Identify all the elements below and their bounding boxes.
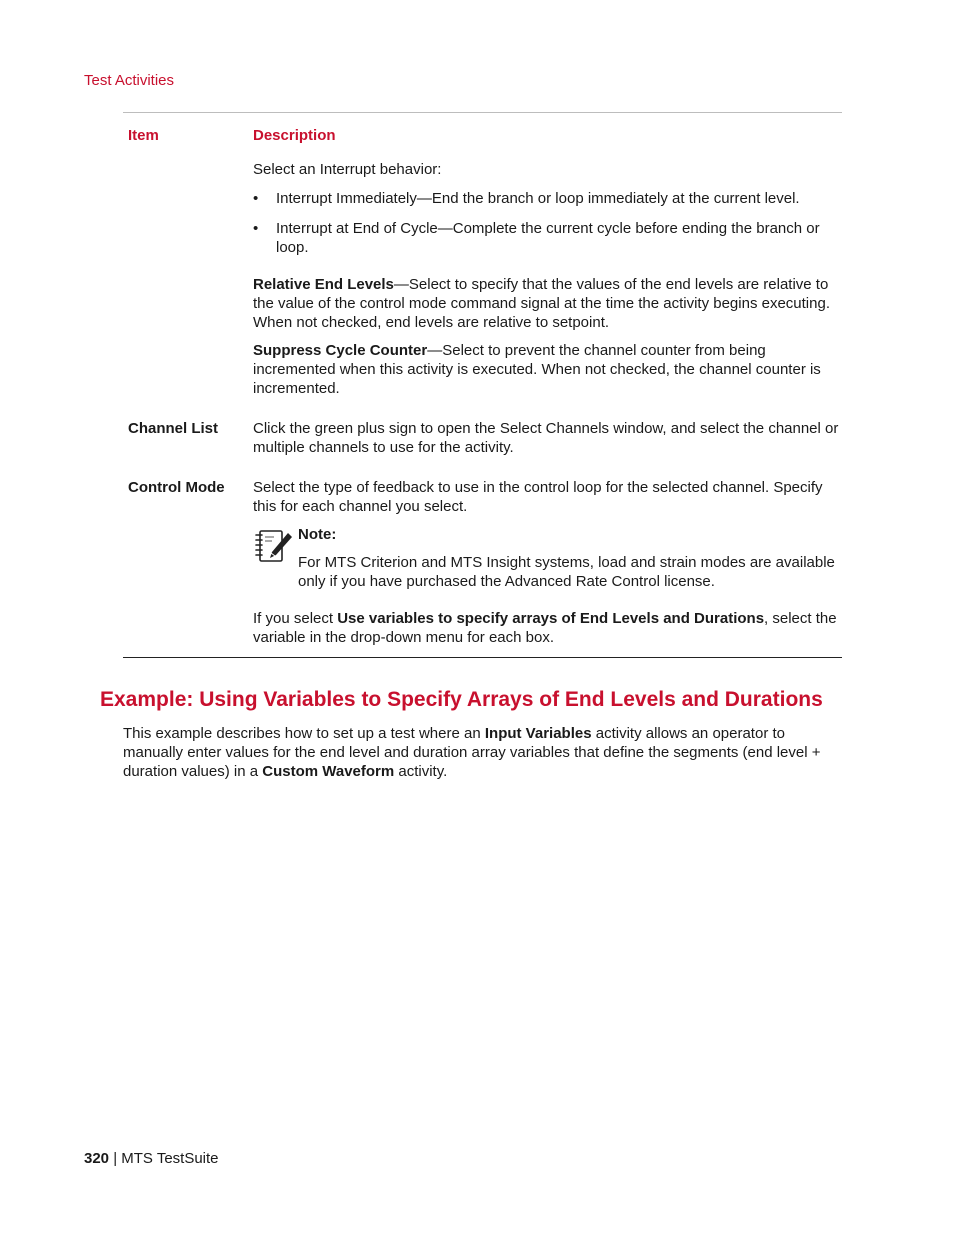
table-bottom-rule <box>123 657 842 658</box>
bullet-marker: • <box>253 220 259 237</box>
item-control-mode: Control Mode <box>128 479 225 496</box>
page-number: 320 <box>84 1150 110 1167</box>
page-footer <box>84 1149 219 1168</box>
table-header-item: Item <box>128 127 159 144</box>
suppress-cycle-counter-label: Suppress Cycle Counter <box>253 342 428 359</box>
variables-post: , select the variable in the drop-down menu for each box. <box>253 610 837 646</box>
list-item: Interrupt at End of Cycle—Complete the current cycle before ending the branch or loop. <box>276 220 820 256</box>
interrupt-intro: Select an Interrupt behavior: <box>253 161 442 178</box>
running-head: Test Activities <box>84 72 175 89</box>
section-paragraph <box>123 724 843 781</box>
variables-instruction <box>253 609 843 647</box>
note-title: Note: <box>298 526 337 543</box>
input-variables-term: Input Variables <box>484 725 592 742</box>
footer-product: MTS TestSuite <box>121 1150 219 1167</box>
paragraph-post: activity. <box>394 763 448 780</box>
list-item: Interrupt Immediately—End the branch or loop immediately at the current level. <box>276 190 800 207</box>
item-channel-list: Channel List <box>128 420 219 437</box>
paragraph-mid: activity allows an operator to manually enter values for the end level and duration array variables that define the segments (end level + duration values) in a <box>123 725 821 780</box>
note-body: For MTS Criterion and MTS Insight systems, load and strain modes are available only if you have purchased the Advanced Rate Control license. <box>298 554 835 590</box>
suppress-cycle-counter-description <box>253 341 843 398</box>
table-top-rule <box>123 112 842 113</box>
footer-separator: | <box>109 1150 122 1167</box>
section-title: Example: Using Variables to Specify Arrays of End Levels and Durations <box>100 688 823 711</box>
paragraph-pre: This example describes how to set up a test where an <box>123 725 485 742</box>
note-pencil-icon <box>254 527 294 565</box>
bullet-marker: • <box>253 190 259 207</box>
table-header-description: Description <box>253 127 336 144</box>
variables-bold: Use variables to specify arrays of End Levels and Durations <box>337 610 765 627</box>
relative-end-levels-text: —Select to specify that the values of the end levels are relative to the value of the control mode command signal at the time the activity begins executing. When not checked, end levels are relative to setpoint. <box>253 276 830 331</box>
relative-end-levels-label: Relative End Levels <box>253 276 394 293</box>
relative-end-levels-description <box>253 275 843 332</box>
suppress-cycle-counter-text: —Select to prevent the channel counter from being incremented when this activity is executed. When not checked, the channel counter is incremented. <box>253 342 821 397</box>
channel-list-description: Click the green plus sign to open the Select Channels window, and select the channel or multiple channels to use for the activity. <box>253 420 839 456</box>
variables-pre: If you select <box>253 610 338 627</box>
control-mode-description: Select the type of feedback to use in the control loop for the selected channel. Specify this for each channel you select. <box>253 479 823 515</box>
custom-waveform-term: Custom Waveform <box>262 763 395 780</box>
